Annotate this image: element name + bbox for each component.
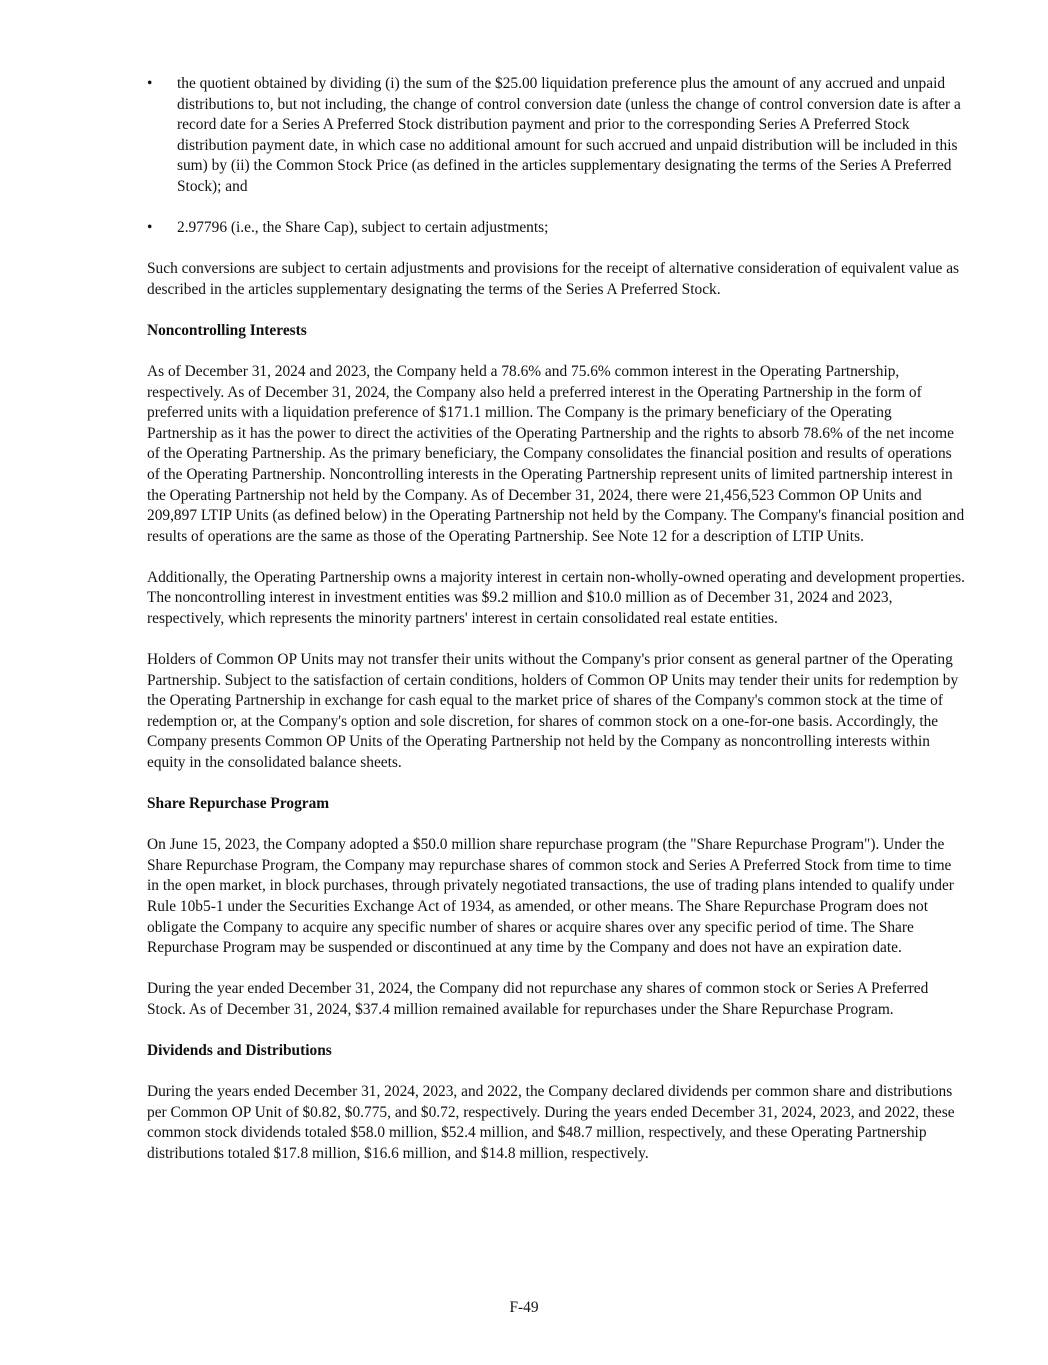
document-body <box>147 74 965 1185</box>
share-repurchase-paragraph: During the year ended December 31, 2024, the Company did not repurchase any shares of common stock or Series A Preferred Stock. As of December 31, 2024, $37.4 million remained available for repurchases under the Share Repurchase Program. <box>147 980 929 1018</box>
dividends-paragraph: During the years ended December 31, 2024, 2023, and 2022, the Company declared dividends per common share and distributions per Common OP Unit of $0.82, $0.775, and $0.72, respectively. During the years ended December 31, 2024, 2023, and 2022, these common stock dividends totaled $58.0 million, $52.4 million, and $48.7 million, respectively, and these Operating Partnership distributions totaled $17.8 million, $16.6 million, and $14.8 million, respectively. <box>147 1083 955 1162</box>
noncontrolling-interests-heading: Noncontrolling Interests <box>147 321 307 339</box>
bullet-icon: • <box>147 219 153 237</box>
share-repurchase-heading: Share Repurchase Program <box>147 795 330 813</box>
bullet-text: the quotient obtained by dividing (i) the sum of the $25.00 liquidation preference plus the amount of any accrued and unpaid distributions to, but not including, the change of control conversion date (unless the change of control conversion date is after a record date for a Series A Preferred Stock distribution payment and prior to the corresponding Series A Preferred Stock distribution payment date, in which case no additional amount for such accrued and unpaid distribution will be included in this sum) by (ii) the Common Stock Price (as defined in the articles supplementary designating the terms of the Series A Preferred Stock); and <box>177 75 961 195</box>
bullet-icon: • <box>147 75 153 92</box>
share-repurchase-paragraph: On June 15, 2023, the Company adopted a $50.0 million share repurchase program (the "Share Repurchase Program"). Under the Share Repurchase Program, the Company may repurchase shares of common stock and Series A Preferred Stock from time to time in the open market, in block purchases, through privately negotiated transactions, the use of trading plans intended to qualify under Rule 10b5-1 under the Securities Exchange Act of 1934, as amended, or other means. The Share Repurchase Program does not obligate the Company to acquire any specific number of shares or acquire shares over any specific period of time. The Share Repurchase Program may be suspended or discontinued at any time by the Company and does not have an expiration date. <box>147 836 954 957</box>
bullet-text: 2.97796 (i.e., the Share Cap), subject to certain adjustments; <box>177 219 549 237</box>
bullet-item <box>147 74 965 198</box>
noncontrolling-paragraph: As of December 31, 2024 and 2023, the Company held a 78.6% and 75.6% common interest in the Operating Partnership, respectively. As of December 31, 2024, the Company also held a preferred interest in the Operating Partnership in the form of preferred units with a liquidation preference of $171.1 million. The Company is the primary beneficiary of the Operating Partnership as it has the power to direct the activities of the Operating Partnership and the rights to absorb 78.6% of the net income of the Operating Partnership. As the primary beneficiary, the Company consolidates the financial position and results of operations of the Operating Partnership. Noncontrolling interests in the Operating Partnership represent units of limited partnership interest in the Operating Partnership not held by the Company. As of December 31, 2024, there were 21,456,523 Common OP Units and 209,897 LTIP Units (as defined below) in the Operating Partnership not held by the Company. The Company's financial position and results of operations are the same as those of the Operating Partnership. See Note 12 for a description of LTIP Units. <box>147 362 965 545</box>
dividends-heading: Dividends and Distributions <box>147 1041 332 1059</box>
bullet-item <box>147 218 965 239</box>
noncontrolling-paragraph: Holders of Common OP Units may not transfer their units without the Company's prior consent as general partner of the Operating Partnership. Subject to the satisfaction of certain conditions, holders of Common OP Units may tender their units for redemption by the Operating Partnership in exchange for cash equal to the market price of shares of the Company's common stock at the time of redemption or, at the Company's option and sole discretion, for shares of common stock on a one-for-one basis. Accordingly, the Company presents Common OP Units of the Operating Partnership not held by the Company as noncontrolling interests within equity in the consolidated balance sheets. <box>147 651 959 772</box>
noncontrolling-paragraph: Additionally, the Operating Partnership owns a majority interest in certain non-wholly-owned operating and development properties. The noncontrolling interest in investment entities was $9.2 million and $10.0 million as of December 31, 2024 and 2023, respectively, which represents the minority partners' interest in certain consolidated real estate entities. <box>147 568 965 627</box>
conversions-paragraph: Such conversions are subject to certain adjustments and provisions for the receipt of alternative consideration of equivalent value as described in the articles supplementary designating the terms of the Series A Preferred Stock. <box>147 260 960 298</box>
page-number: F-49 <box>509 1299 539 1316</box>
